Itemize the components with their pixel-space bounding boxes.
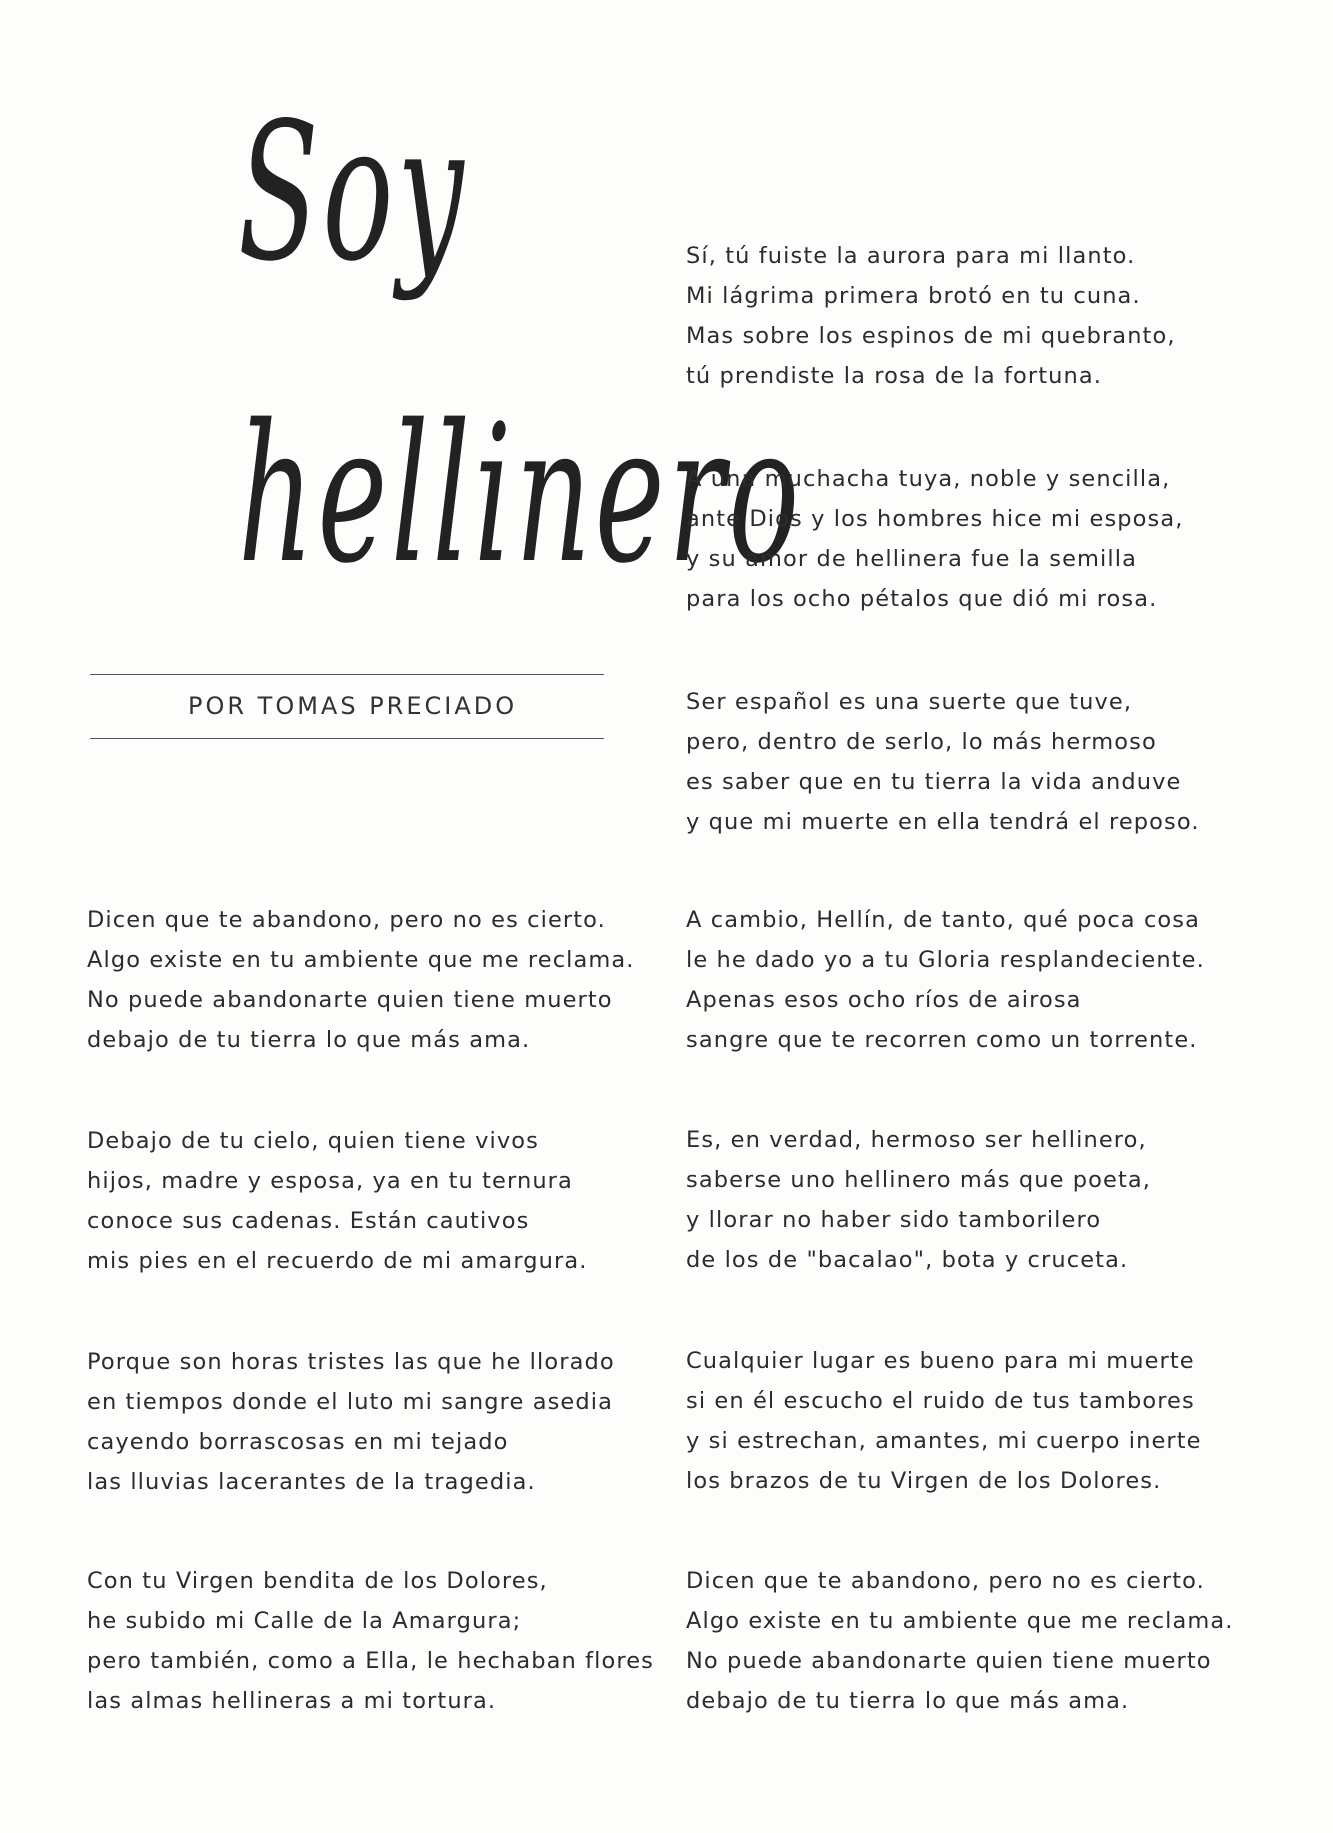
verse-line: y llorar no haber sido tamborilero [686, 1207, 1102, 1233]
verse-line: las almas hellineras a mi tortura. [87, 1688, 497, 1714]
verse-line: sangre que te recorren como un torrente. [686, 1027, 1198, 1053]
verse-line: Cualquier lugar es bueno para mi muerte [686, 1348, 1195, 1374]
stanza-left-3 [87, 1342, 615, 1502]
stanza-right-3 [686, 682, 1200, 842]
stanza-right-2 [686, 459, 1184, 619]
stanza-left-2 [87, 1121, 588, 1281]
verse-line: y si estrechan, amantes, mi cuerpo inerte [686, 1428, 1202, 1454]
verse-line: Con tu Virgen bendita de los Dolores, [87, 1568, 548, 1594]
verse-line: he subido mi Calle de la Amargura; [87, 1608, 522, 1634]
verse-line: saberse uno hellinero más que poeta, [686, 1167, 1152, 1193]
verse-line: A una muchacha tuya, noble y sencilla, [686, 466, 1171, 492]
byline-bottom-rule [90, 738, 604, 739]
verse-line: en tiempos donde el luto mi sangre asedia [87, 1389, 613, 1415]
verse-line: Mas sobre los espinos de mi quebranto, [686, 323, 1176, 349]
stanza-right-6 [686, 1341, 1202, 1501]
verse-line: cayendo borrascosas en mi tejado [87, 1429, 509, 1455]
verse-line: Dicen que te abandono, pero no es cierto. [686, 1568, 1205, 1594]
poem-title-line-2: hellinero [238, 384, 803, 605]
verse-line: es saber que en tu tierra la vida anduve [686, 769, 1182, 795]
verse-line: de los de "bacalao", bota y cruceta. [686, 1247, 1129, 1273]
verse-line: Apenas esos ocho ríos de airosa [686, 987, 1082, 1013]
verse-line: ante Dios y los hombres hice mi esposa, [686, 506, 1184, 532]
verse-line: tú prendiste la rosa de la fortuna. [686, 363, 1103, 389]
stanza-left-4 [87, 1561, 654, 1721]
verse-line: para los ocho pétalos que dió mi rosa. [686, 586, 1158, 612]
verse-line: Mi lágrima primera brotó en tu cuna. [686, 283, 1141, 309]
verse-line: debajo de tu tierra lo que más ama. [87, 1027, 531, 1053]
verse-line: pero, dentro de serlo, lo más hermoso [686, 729, 1157, 755]
verse-line: Dicen que te abandono, pero no es cierto. [87, 907, 606, 933]
stanza-right-4 [686, 900, 1205, 1060]
verse-line: y su amor de hellinera fue la semilla [686, 546, 1137, 572]
verse-line: Sí, tú fuiste la aurora para mi llanto. [686, 243, 1136, 269]
verse-line: hijos, madre y esposa, ya en tu ternura [87, 1168, 573, 1194]
verse-line: mis pies en el recuerdo de mi amargura. [87, 1248, 588, 1274]
stanza-right-5 [686, 1120, 1151, 1280]
byline-top-rule [90, 674, 604, 675]
stanza-right-1 [686, 236, 1176, 396]
verse-line: y que mi muerte en ella tendrá el reposo. [686, 809, 1200, 835]
stanza-right-7 [686, 1561, 1234, 1721]
verse-line: Algo existe en tu ambiente que me reclama. [686, 1608, 1234, 1634]
verse-line: conoce sus cadenas. Están cautivos [87, 1208, 530, 1234]
verse-line: Debajo de tu cielo, quien tiene vivos [87, 1128, 539, 1154]
verse-line: No puede abandonarte quien tiene muerto [686, 1648, 1212, 1674]
verse-line: los brazos de tu Virgen de los Dolores. [686, 1468, 1162, 1494]
verse-line: las lluvias lacerantes de la tragedia. [87, 1469, 536, 1495]
verse-line: Es, en verdad, hermoso ser hellinero, [686, 1127, 1147, 1153]
poem-title-line-1: Soy [238, 82, 468, 303]
stanza-left-1 [87, 900, 635, 1060]
verse-line: pero también, como a Ella, le hechaban flores [87, 1648, 654, 1674]
verse-line: No puede abandonarte quien tiene muerto [87, 987, 613, 1013]
verse-line: Porque son horas tristes las que he llorado [87, 1349, 615, 1375]
verse-line: debajo de tu tierra lo que más ama. [686, 1688, 1130, 1714]
verse-line: le he dado yo a tu Gloria resplandeciente. [686, 947, 1205, 973]
verse-line: A cambio, Hellín, de tanto, qué poca cosa [686, 907, 1200, 933]
verse-line: si en él escucho el ruido de tus tambores [686, 1388, 1195, 1414]
verse-line: Algo existe en tu ambiente que me reclama. [87, 947, 635, 973]
verse-line: Ser español es una suerte que tuve, [686, 689, 1133, 715]
author-byline: POR TOMAS PRECIADO [188, 692, 518, 720]
